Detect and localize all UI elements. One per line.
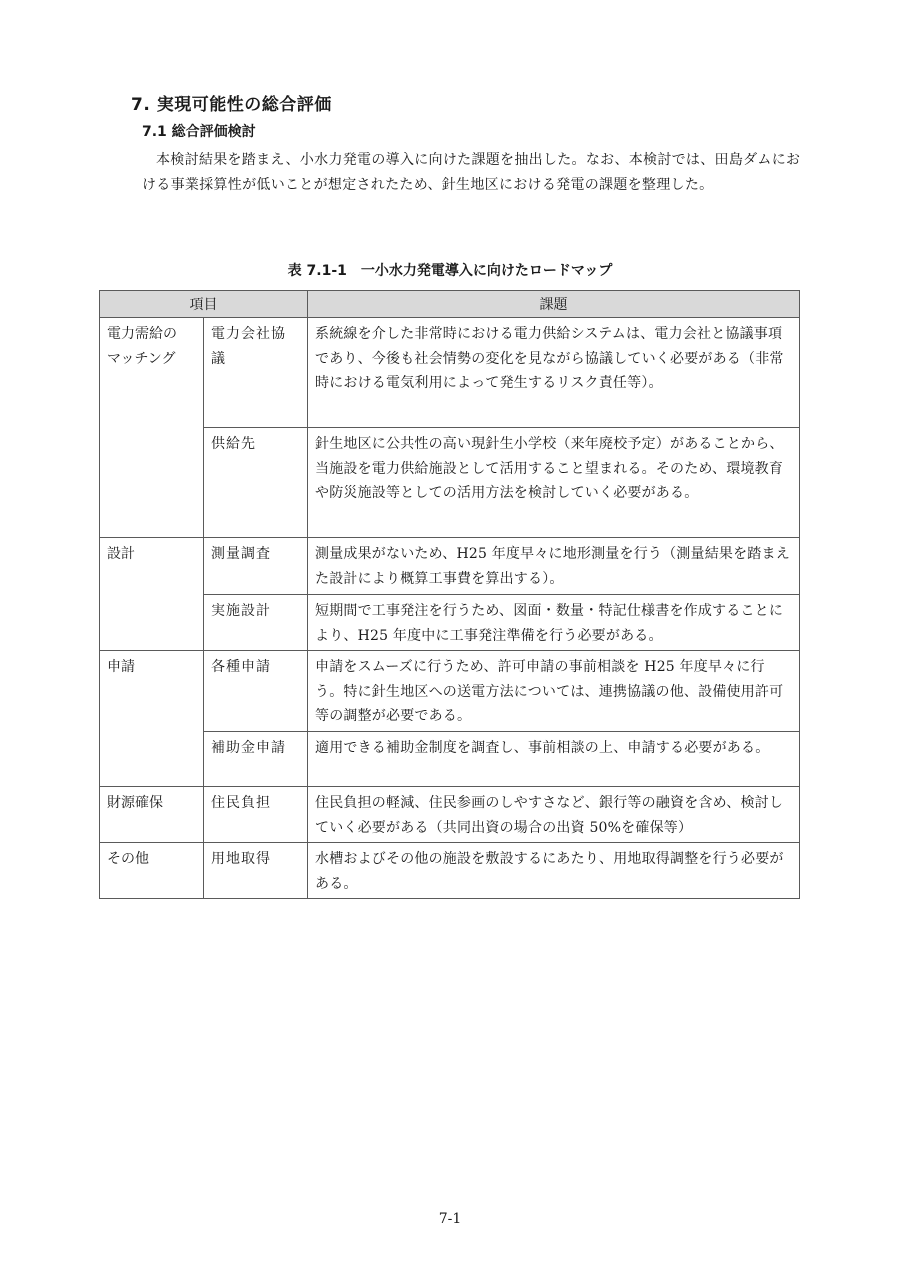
intro-paragraph: 本検討結果を踏まえ、小水力発電の導入に向けた課題を抽出した。なお、本検討では、田島ダムにおける事業採算性が低いことが想定されたため、針生地区における発電の課題を整理した。	[142, 152, 801, 193]
category-other: その他	[100, 843, 204, 899]
issue-cell: 申請をスムーズに行うため、許可申請の事前相談を H25 年度早々に行う。特に針生地区への送電方法については、連携協議の他、設備使用許可等の調整が必要である。	[308, 651, 800, 732]
item-cell: 供給先	[204, 428, 308, 538]
item-cell: 実施設計	[204, 595, 308, 651]
category-application: 申請	[100, 651, 204, 787]
table-row	[100, 732, 800, 787]
issue-cell: 適用できる補助金制度を調査し、事前相談の上、申請する必要がある。	[308, 732, 800, 787]
table-caption: 表 7.1-1 一小水力発電導入に向けたロードマップ	[287, 263, 613, 279]
item-cell: 電力会社協 議	[204, 318, 308, 428]
issue-cell: 系統線を介した非常時における電力供給システムは、電力会社と協議事項であり、今後も社会情勢の変化を見ながら協議していく必要がある（非常時における電気利用によって発生するリスク責任等）。	[308, 318, 800, 428]
item-cell: 補助金申請	[204, 732, 308, 787]
item-cell: 用地取得	[204, 843, 308, 899]
roadmap-table	[99, 290, 800, 899]
issue-cell: 針生地区に公共性の高い現針生小学校（来年廃校予定）があることから、当施設を電力供給施設として活用すること望まれる。そのため、環境教育や防災施設等としての活用方法を検討していく必要がある。	[308, 428, 800, 538]
issue-cell: 住民負担の軽減、住民参画のしやすさなど、銀行等の融資を含め、検討していく必要がある（共同出資の場合の出資 50%を確保等）	[308, 787, 800, 843]
table-row	[100, 787, 800, 843]
item-cell: 住民負担	[204, 787, 308, 843]
section-heading: 7. 実現可能性の総合評価	[131, 95, 332, 115]
issue-cell: 測量成果がないため、H25 年度早々に地形測量を行う（測量結果を踏まえた設計により概算工事費を算出する）。	[308, 538, 800, 595]
subsection-heading: 7.1 総合評価検討	[142, 124, 256, 140]
table-row	[100, 595, 800, 651]
table-row	[100, 318, 800, 428]
category-power-matching: 電力需給の マッチング	[100, 318, 204, 538]
table-row	[100, 538, 800, 595]
table-row	[100, 428, 800, 538]
item-cell: 各種申請	[204, 651, 308, 732]
table-header-row	[100, 291, 800, 318]
item-cell: 測量調査	[204, 538, 308, 595]
category-funding: 財源確保	[100, 787, 204, 843]
issue-cell: 水槽およびその他の施設を敷設するにあたり、用地取得調整を行う必要がある。	[308, 843, 800, 899]
page-number: 7-1	[438, 1211, 462, 1227]
category-design: 設計	[100, 538, 204, 651]
table-row	[100, 843, 800, 899]
issue-cell: 短期間で工事発注を行うため、図面・数量・特記仕様書を作成することにより、H25 年度中に工事発注準備を行う必要がある。	[308, 595, 800, 651]
header-issue: 課題	[308, 291, 800, 318]
header-item: 項目	[100, 291, 308, 318]
table-row	[100, 651, 800, 732]
